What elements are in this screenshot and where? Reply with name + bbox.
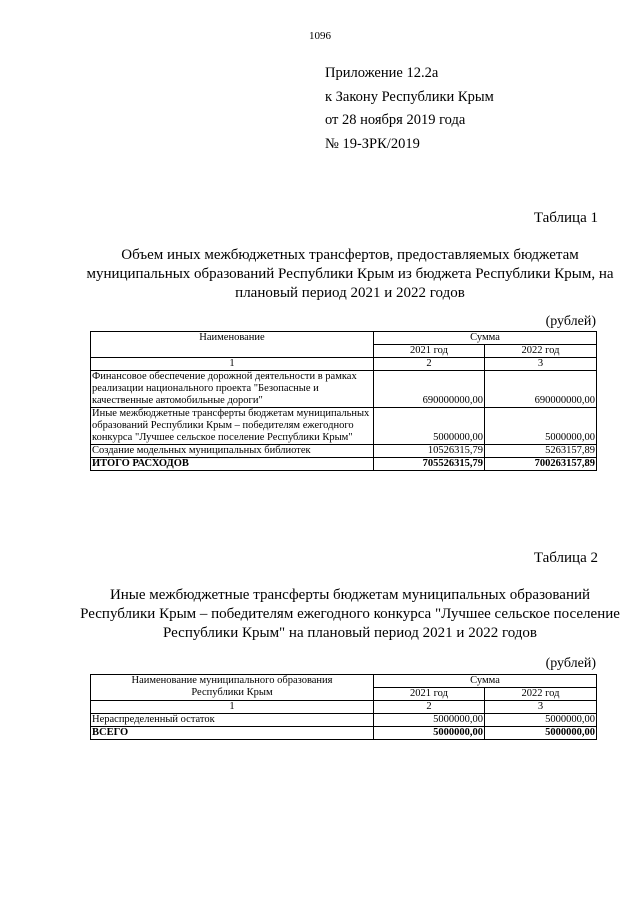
table1-total-row <box>91 458 597 471</box>
appendix-line-1: Приложение 12.2а <box>325 65 439 81</box>
table2-header-2022: 2022 год <box>485 688 597 701</box>
table2-total-row <box>91 727 597 740</box>
table1-title: Объем иных межбюджетных трансфертов, предоставляемых бюджетам муниципальных образований Республики Крым из бюджета Республики Крым, на плановый период 2021 и 2022 годов <box>86 247 614 301</box>
table1-header-2021: 2021 год <box>374 345 485 358</box>
total-label: ИТОГО РАСХОДОВ <box>91 458 374 471</box>
table1-header-row <box>91 332 597 345</box>
row-value-2021: 5000000,00 <box>374 408 485 445</box>
table2-col-num-2: 2 <box>374 701 485 714</box>
appendix-header <box>325 62 494 156</box>
row-name: Финансовое обеспечение дорожной деятельности в рамках реализации национального проекта "Безопасные и качественные автомобильные дороги" <box>91 371 374 408</box>
total-value-2021: 705526315,79 <box>374 458 485 471</box>
table1 <box>90 331 597 471</box>
table1-header-sum: Сумма <box>374 332 597 345</box>
table1-header-2022: 2022 год <box>485 345 597 358</box>
table1-units: (рублей) <box>545 314 596 329</box>
row-value-2022: 690000000,00 <box>485 371 597 408</box>
appendix-line-2: к Закону Республики Крым <box>325 88 494 105</box>
table2-header-sum: Сумма <box>374 675 597 688</box>
table1-col-num-1: 1 <box>91 358 374 371</box>
appendix-line-4: № 19-ЗРК/2019 <box>325 135 420 152</box>
row-value-2021: 10526315,79 <box>374 445 485 458</box>
row-name: Создание модельных муниципальных библиотек <box>91 445 374 458</box>
table2-label: Таблица 2 <box>533 550 598 566</box>
table1-header-name: Наименование <box>91 332 374 358</box>
table1-col-num-3: 3 <box>485 358 597 371</box>
table1-label: Таблица 1 <box>533 210 598 226</box>
table2-header-row <box>91 675 597 688</box>
row-value-2021: 690000000,00 <box>374 371 485 408</box>
table2-header-name: Наименование муниципального образования Республики Крым <box>91 675 374 701</box>
row-value-2022: 5000000,00 <box>485 408 597 445</box>
table1-col-num-2: 2 <box>374 358 485 371</box>
appendix-line-3: от 28 ноября 2019 года <box>325 112 466 128</box>
row-value-2022: 5000000,00 <box>485 714 597 727</box>
total-value-2022: 5000000,00 <box>485 727 597 740</box>
table-row <box>91 371 597 408</box>
row-name: Иные межбюджетные трансферты бюджетам муниципальных образований Республики Крым – победителям ежегодного конкурса "Лучшее сельское поселение Республики Крым" <box>91 408 374 445</box>
table2-col-num-1: 1 <box>91 701 374 714</box>
table2-units: (рублей) <box>545 656 596 671</box>
table2 <box>90 674 597 740</box>
total-value-2021: 5000000,00 <box>374 727 485 740</box>
table2-number-row <box>91 701 597 714</box>
total-value-2022: 700263157,89 <box>485 458 597 471</box>
total-label: ВСЕГО <box>91 727 374 740</box>
row-name: Нераспределенный остаток <box>91 714 374 727</box>
table2-header-2021: 2021 год <box>374 688 485 701</box>
row-value-2022: 5263157,89 <box>485 445 597 458</box>
table2-col-num-3: 3 <box>485 701 597 714</box>
row-value-2021: 5000000,00 <box>374 714 485 727</box>
table-row <box>91 714 597 727</box>
table2-title: Иные межбюджетные трансферты бюджетам муниципальных образований Республики Крым – победителям ежегодного конкурса "Лучшее сельское поселение Республики Крым" на плановый период 2021 и 2022 годов <box>80 587 620 641</box>
table-row <box>91 408 597 445</box>
table1-number-row <box>91 358 597 371</box>
table-row <box>91 445 597 458</box>
page-number: 1096 <box>309 30 331 42</box>
